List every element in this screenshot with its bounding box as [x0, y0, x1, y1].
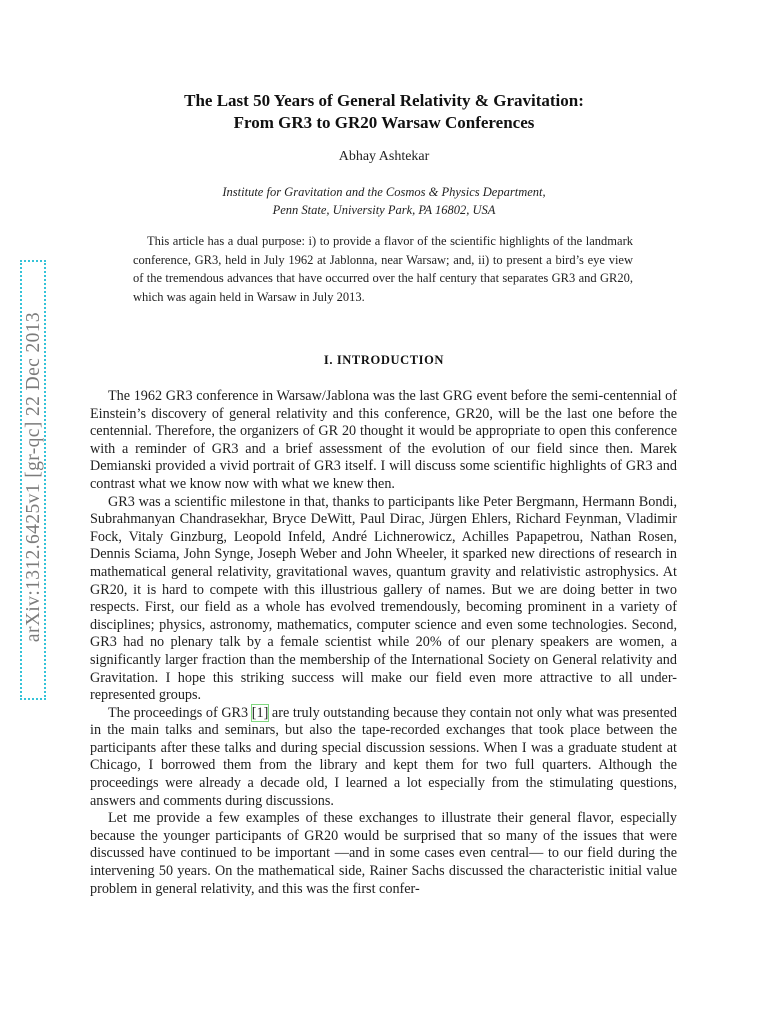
title-line-2: From GR3 to GR20 Warsaw Conferences — [233, 113, 535, 132]
paragraph-3 — [90, 705, 677, 811]
citation-link[interactable]: [1] — [251, 704, 269, 721]
author-name: Abhay Ashtekar — [338, 149, 430, 164]
paragraph-4: Let me provide a few examples of these exchanges to illustrate their general flavor, especially because the younger participants of GR20 would be surprised that so many of the issues that were discussed have continued to be important —and in some cases even central— to our field during the intervening 50 years. On the mathematical side, Rainer Sachs discussed the characteristic initial value problem in general relativity, and this was the first confer- — [90, 810, 677, 897]
author-affiliation — [90, 183, 678, 219]
arxiv-identifier-stamp: arXiv:1312.6425v1 [gr-qc] 22 Dec 2013 — [23, 311, 44, 643]
paragraph-1: The 1962 GR3 conference in Warsaw/Jablona was the last GRG event before the semi-centennial of Einstein’s discovery of general relativity and this conference, GR20, will be the last one before the centennial. Therefore, the organizers of GR 20 thought it would be appropriate to open this conference with a reminder of GR3 and a brief assessment of the evolution of our field since then. Marek Demianski provided a vivid portrait of GR3 itself. I will discuss some scientific highlights of GR3 and contrast what we know now with what we knew then. — [90, 388, 677, 492]
paragraph-2: GR3 was a scientific milestone in that, thanks to participants like Peter Bergmann, Hermann Bondi, Subrahmanyan Chandrasekhar, Bryce DeWitt, Paul Dirac, Jürgen Ehlers, Richard Feynman, Vladimir Fock, Vitaly Ginzburg, Leopold Infeld, André Lichnerowicz, Achilles Papapetrou, Nathan Rosen, Dennis Sciama, John Synge, Joseph Weber and John Wheeler, it sparked new directions of research in mathematical general relativity, gravitational waves, quantum gravity and relativistic astrophysics. At GR20, it is hard to compete with this illustrious gallery of names. But we are doing better in two respects. First, our field as a whole has evolved tremendously, becoming prominent in a variety of disciplines; physics, astronomy, mathematics, computer science and even some technologies. Second, GR3 had no plenary talk by a female scientist while 20% of our plenary speakers are women, a significantly larger fraction than the membership of the International Society on General relativity and Gravitation. I hope this striking success will make our field even more attractive to all under-represented groups. — [90, 493, 677, 704]
section-heading: I. INTRODUCTION — [323, 353, 445, 367]
title-line-1: The Last 50 Years of General Relativity & Gravitation: — [184, 91, 584, 110]
paragraph-3-start: The proceedings of GR3 — [108, 704, 252, 721]
paragraph-3-end: are truly outstanding because they contain not only what was presented in the main talks and seminars, but also the tape-recorded exchanges that took place between the participants after these talks and during special discussion sessions. When I was a graduate student at Chicago, I borrowed them from the library and kept them for two full quarters. Although the proceedings were already a decade old, I learned a lot especially from the stimulating questions, answers and comments during discussions. — [90, 704, 677, 809]
affiliation-line-2: Penn State, University Park, PA 16802, USA — [272, 203, 496, 217]
section-body — [90, 388, 677, 898]
abstract: This article has a dual purpose: i) to provide a flavor of the scientific highlights of the landmark conference, GR3, held in July 1962 at Jablonna, near Warsaw; and, ii) to present a bird’s eye view of the tremendous advances that have occurred over the half century that separates GR3 and GR20, which was again held in Warsaw in July 2013. — [133, 234, 633, 304]
paper-title — [90, 90, 678, 134]
affiliation-line-1: Institute for Gravitation and the Cosmos & Physics Department, — [222, 185, 546, 199]
